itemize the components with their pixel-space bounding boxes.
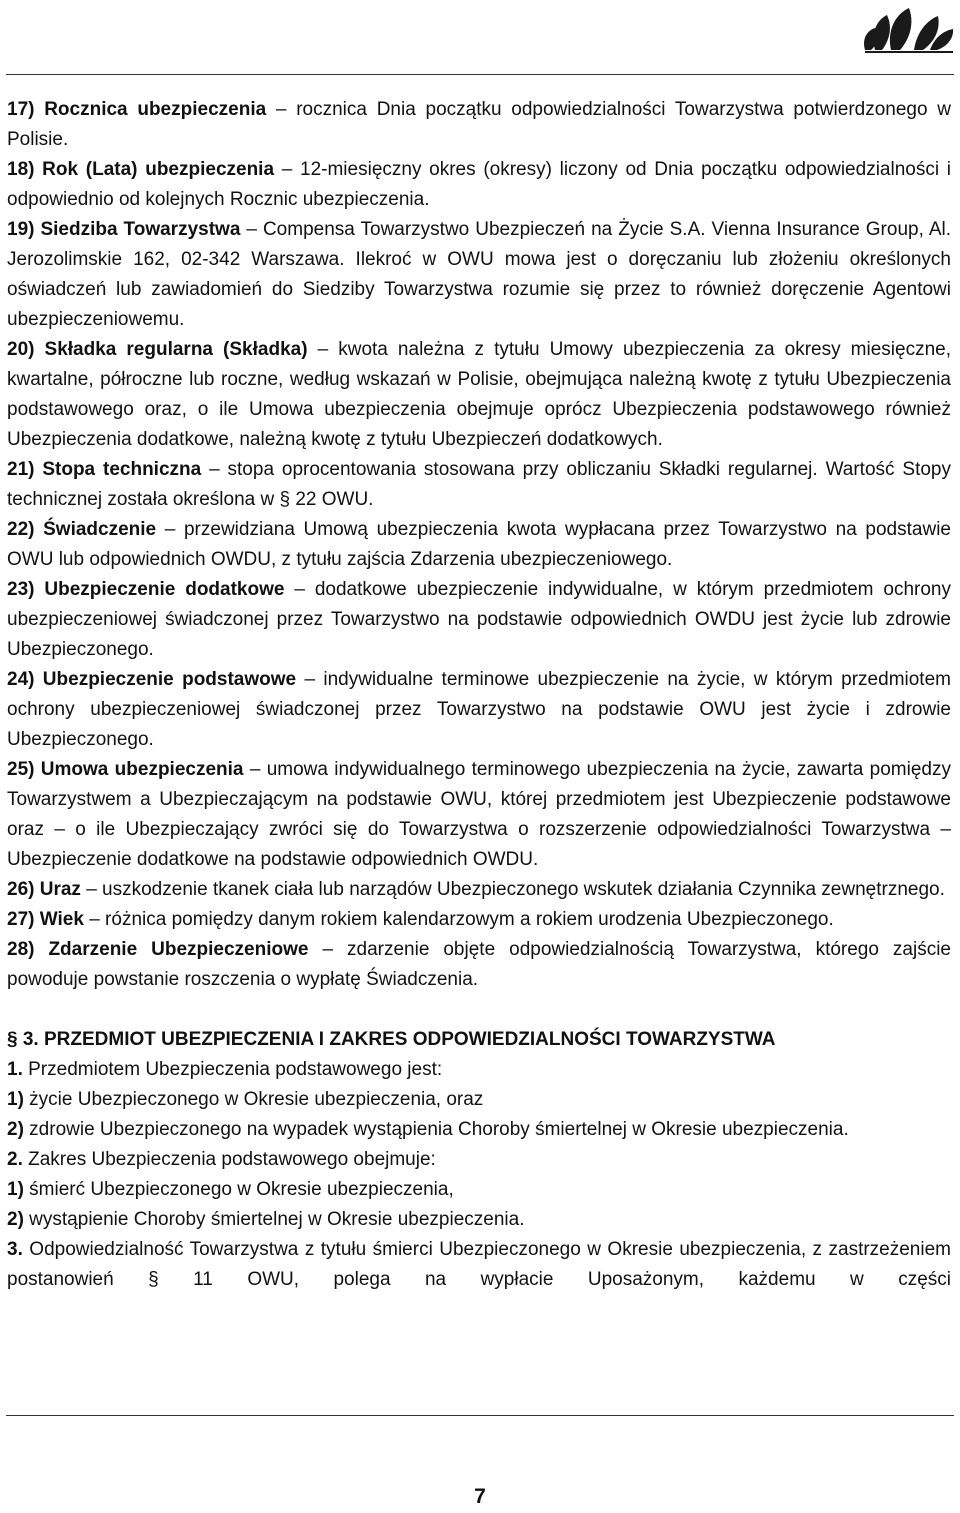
definition-19	[7, 215, 951, 335]
definition-text: – dodatkowe ubezpieczenie indywidualne, w którym przedmiotem ochrony ubezpieczeniowej świadczonej przez Towarzystwo na podstawie odpowiednich OWDU jest życie lub zdrowie Ubezpieczonego.	[7, 579, 951, 660]
item-number: 2)	[7, 1119, 24, 1140]
definition-term: 28) Zdarzenie Ubezpieczeniowe	[7, 939, 309, 960]
definition-22	[7, 515, 951, 575]
item-text: wystąpienie Choroby śmiertelnej w Okresie ubezpieczenia.	[23, 1209, 525, 1230]
item-number: 1)	[7, 1179, 24, 1200]
bottom-divider	[6, 1415, 954, 1416]
section-item	[7, 1115, 951, 1145]
definition-26	[7, 875, 951, 905]
definition-text: – uszkodzenie tkanek ciała lub narządów Ubezpieczonego wskutek działania Czynnika zewnętrznego.	[80, 879, 945, 900]
item-text: życie Ubezpieczonego w Okresie ubezpieczenia, oraz	[23, 1089, 484, 1110]
definition-24	[7, 665, 951, 755]
definition-term: 22) Świadczenie	[7, 519, 157, 540]
definition-text: – przewidziana Umową ubezpieczenia kwota wypłacana przez Towarzystwo na podstawie OWU lub odpowiednich OWDU, z tytułu zajścia Zdarzenia ubezpieczeniowego.	[7, 519, 951, 570]
definition-18	[7, 155, 951, 215]
item-text: zdrowie Ubezpieczonego na wypadek wystąpienia Choroby śmiertelnej w Okresie ubezpieczenia.	[23, 1119, 849, 1140]
definition-term: 19) Siedziba Towarzystwa	[7, 219, 241, 240]
item-number: 1)	[7, 1089, 24, 1110]
definition-term: 26) Uraz	[7, 879, 81, 900]
item-text: Zakres Ubezpieczenia podstawowego obejmuje:	[22, 1149, 436, 1170]
item-number: 2)	[7, 1209, 24, 1230]
definition-term: 17) Rocznica ubezpieczenia	[7, 99, 267, 120]
section-heading: § 3. PRZEDMIOT UBEZPIECZENIA I ZAKRES ODPOWIEDZIALNOŚCI TOWARZYSTWA	[7, 1029, 776, 1050]
section-item	[7, 1205, 951, 1235]
definition-text: – indywidualne terminowe ubezpieczenie na życie, w którym przedmiotem ochrony ubezpieczeniowej świadczonej przez Towarzystwo na podstawie OWU jest życie i zdrowie Ubezpieczonego.	[7, 669, 951, 750]
item-number: 1.	[7, 1059, 23, 1080]
definition-text: – 12-miesięczny okres (okresy) liczony od Dnia początku odpowiedzialności i odpowiednio od kolejnych Rocznic ubezpieczenia.	[7, 159, 951, 210]
definition-20	[7, 335, 951, 455]
item-number: 2.	[7, 1149, 23, 1170]
compensa-shell-logo-icon	[862, 4, 956, 54]
section-item	[7, 1085, 951, 1115]
definition-term: 24) Ubezpieczenie podstawowe	[7, 669, 297, 690]
definition-term: 21) Stopa techniczna	[7, 459, 202, 480]
definition-28	[7, 935, 951, 995]
section-item	[7, 1055, 951, 1085]
section-item	[7, 1145, 951, 1175]
definition-term: 27) Wiek	[7, 909, 84, 930]
definition-term: 25) Umowa ubezpieczenia	[7, 759, 244, 780]
item-number: 3.	[7, 1239, 23, 1260]
definition-17	[7, 95, 951, 155]
item-text: śmierć Ubezpieczonego w Okresie ubezpieczenia,	[23, 1179, 454, 1200]
definition-text: – umowa indywidualnego terminowego ubezpieczenia na życie, zawarta pomiędzy Towarzystwem a Ubezpieczającym na podstawie OWU, której przedmiotem jest Ubezpieczenie podstawowe oraz – o ile Ubezpieczający zwróci się do Towarzystwa o rozszerzenie odpowiedzialności Towarzystwa – Ubezpieczenie dodatkowe na podstawie odpowiednich OWDU.	[7, 759, 951, 870]
definition-text: – różnica pomiędzy danym rokiem kalendarzowym a rokiem urodzenia Ubezpieczonego.	[83, 909, 834, 930]
definition-text: – kwota należna z tytułu Umowy ubezpieczenia za okresy miesięczne, kwartalne, półroczne lub roczne, według wskazań w Polisie, obejmująca należną kwotę z tytułu Ubezpieczenia podstawowego oraz, o ile Umowa ubezpieczenia obejmuje oprócz Ubezpieczenia podstawowego również Ubezpieczenia dodatkowe, należną kwotę z tytułu Ubezpieczeń dodatkowych.	[7, 339, 951, 450]
section-item	[7, 1175, 951, 1205]
definition-text: – Compensa Towarzystwo Ubezpieczeń na Życie S.A. Vienna Insurance Group, Al. Jerozolimskie 162, 02-342 Warszawa. Ilekroć w OWU mowa jest o doręczaniu lub złożeniu określonych oświadczeń lub zawiadomień do Siedziby Towarzystwa rozumie się przez to również doręczenie Agentowi ubezpieczeniowemu.	[7, 219, 951, 330]
item-text: Przedmiotem Ubezpieczenia podstawowego jest:	[22, 1059, 443, 1080]
item-text: Odpowiedzialność Towarzystwa z tytułu śmierci Ubezpieczonego w Okresie ubezpieczenia, z zastrzeżeniem postanowień § 11 OWU, polega na wypłacie Uposażonym, każdemu w części	[7, 1239, 951, 1290]
definition-text: – rocznica Dnia początku odpowiedzialności Towarzystwa potwierdzonego w Polisie.	[7, 99, 952, 150]
definition-21	[7, 455, 951, 515]
definition-term: 20) Składka regularna (Składka)	[7, 339, 308, 360]
definition-25	[7, 755, 951, 875]
definition-text: – zdarzenie objęte odpowiedzialnością Towarzystwa, którego zajście powoduje powstanie roszczenia o wypłatę Świadczenia.	[7, 939, 952, 990]
top-divider	[6, 74, 954, 75]
definition-term: 23) Ubezpieczenie dodatkowe	[7, 579, 285, 600]
definition-27	[7, 905, 951, 935]
document-body	[7, 95, 951, 1295]
definition-term: 18) Rok (Lata) ubezpieczenia	[7, 159, 275, 180]
section-item	[7, 1235, 951, 1295]
definition-23	[7, 575, 951, 665]
definition-text: – stopa oprocentowania stosowana przy obliczaniu Składki regularnej. Wartość Stopy technicznej została określona w § 22 OWU.	[7, 459, 951, 510]
page-number: 7	[474, 1485, 486, 1508]
